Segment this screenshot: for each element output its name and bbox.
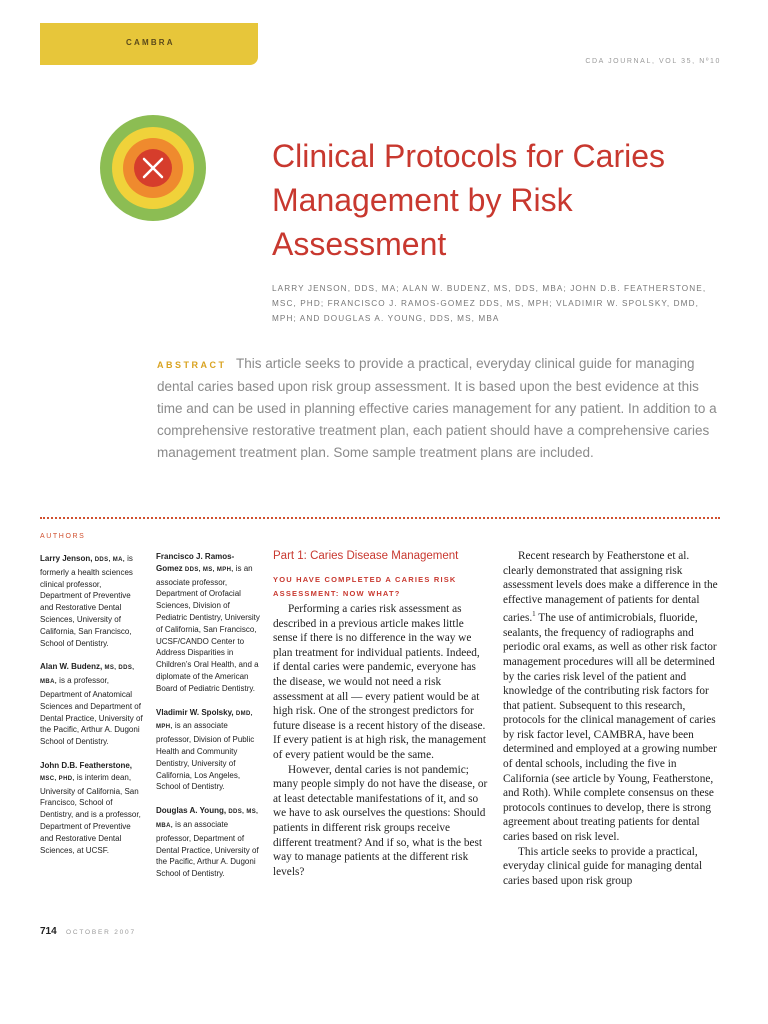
body-column-2: [503, 549, 718, 888]
section-tab: [40, 23, 258, 65]
author-bio: [40, 553, 144, 649]
bio-text: is formerly a health sciences clinical professor, Department of Preventive and Restorative Dental Sciences, University of California, San Francisco, School of Dentistry.: [40, 554, 133, 648]
bio-text: is a professor, Department of Anatomical Sciences and Department of Dental Practice, University of the Pacific, Arthur A. Dugoni School of Dentistry.: [40, 676, 143, 747]
bio-name: John D.B. Featherstone,: [40, 760, 133, 770]
bio-text: is an associate professor, Department of Orofacial Sciences, Division of Pediatric Dentistry, University of California, San Francisco, UCSF/CANDO Center to Address Disparities in Children’s Oral Health, and a diplomate of the American Board of Pediatric Dentistry.: [156, 563, 260, 693]
section-title: Part 1: Caries Disease Management: [273, 550, 459, 562]
bio-credentials: DDS, MS, MBA,: [156, 809, 259, 829]
bio-name: Larry Jenson,: [40, 554, 93, 563]
bio-credentials: DDS, MA,: [94, 557, 125, 563]
author-bio: [156, 707, 260, 794]
body-text: Recent research by Featherstone et al. clearly demonstrated that assigning risk assessment levels does make a difference in the effective management of patients for dental caries.: [503, 550, 718, 625]
author-bios-column-2: [156, 551, 260, 892]
article-authors: LARRY JENSON, DDS, MA; ALAN W. BUDENZ, MS, DDS, MBA; JOHN D.B. FEATHERSTONE, MSC, PHD; FRANCISCO J. RAMOS-GOMEZ DDS, MS, MPH; VLADIMIR W. SPOLSKY, DMD, MPH; AND DOUGLAS A. YOUNG, DDS, MS, MBA: [272, 284, 707, 323]
bio-text: is an associate professor, Department of Dental Practice, University of the Pacific, Arthur A. Dugoni School of Dentistry.: [156, 819, 259, 879]
authors-heading: AUTHORS: [40, 533, 86, 540]
journal-citation: CDA JOURNAL, VOL 35, Nº10: [585, 58, 721, 65]
bio-text: is an associate professor, Division of Public Health and Community Dentistry, University of California, Los Angeles, School of Dentistry.: [156, 721, 255, 792]
author-bio: [40, 760, 144, 856]
reference-number: 1: [532, 610, 536, 619]
page-number: 714: [40, 926, 57, 937]
abstract-label: ABSTRACT: [157, 360, 227, 370]
issue-date: OCTOBER 2007: [66, 929, 136, 936]
bio-credentials: DMD, MPH,: [156, 710, 253, 731]
body-paragraph: Performing a caries risk assessment as described in a previous article makes little sense if there is no difference in the way we plan treatment for individual patients. Indeed, if dental caries were pandemic, everyone has the disease, we would not need a risk assessment at all — every patient would be at high risk. One of the strongest predictors for future disease is a recent history of the disease. If every patient is at high risk, the management of every patient would be the same.: [273, 603, 487, 761]
body-paragraph: This article seeks to provide a practical, everyday clinical guide for managing dental caries based upon risk group: [503, 845, 703, 887]
bio-text: is interim dean, University of California, San Francisco, School of Dentistry, and is a professor, Department of Preventive and Restorative Dental Sciences, at UCSF.: [40, 772, 141, 855]
bio-name: Alan W. Budenz,: [40, 662, 103, 672]
author-bio: [156, 551, 260, 695]
subheading: YOU HAVE COMPLETED A CARIES RISK ASSESSMENT: NOW WHAT?: [273, 575, 457, 598]
body-paragraph: [503, 549, 718, 845]
body-text: The use of antimicrobials, fluoride, sealants, the frequency of radiographs and periodic oral exams, as well as other risk factor management procedures will all be determined by the caries risk level of the patient and knowledge of the contributing risk factors for that patient. Subsequent to this research, protocols for the clinical management of caries by risk factor level, CAMBRA, have been determined and employed at a growing number of dental schools, including the five in California (see article by Young, Featherstone, and Roth). While complete consensus on these protocols continues to develop, there is strong agreement about treating patients for dental caries based on risk level.: [503, 612, 717, 844]
bio-credentials: MS, DDS, MBA,: [40, 665, 135, 686]
author-bio: [156, 805, 260, 880]
section-tab-label: CAMBRA: [126, 38, 175, 47]
bio-credentials: MSC, PHD,: [40, 775, 75, 782]
dotted-divider: [40, 517, 720, 519]
bio-name: Douglas A. Young,: [156, 806, 227, 816]
author-bios-column-1: [40, 553, 144, 868]
bio-name: Francisco J. Ramos-Gomez: [156, 552, 235, 573]
body-paragraph: However, dental caries is not pandemic; many people simply do not have the disease, or at least detectable manifestations of it, and so we have to ask ourselves the questions: Should patients in different risk groups receive different treatment? And if so, what is the best way to manage patients at the different risk levels?: [273, 763, 488, 878]
bio-name: Vladimir W. Spolsky,: [156, 707, 234, 717]
risk-target-icon: [98, 113, 208, 223]
abstract: [157, 353, 717, 464]
abstract-text: This article seeks to provide a practical, everyday clinical guide for managing dental caries based upon risk group assessment. It is based upon the best evidence at this time and can be used in planning effective caries management for any patient. In addition to a comprehensive restorative treatment plan, each patient should have a comprehensive caries management treatment plan. Some sample treatment plans are included.: [157, 356, 717, 460]
bio-credentials: DDS, MS, MPH,: [184, 566, 234, 573]
author-bio: [40, 661, 144, 748]
article-title: Clinical Protocols for Caries Management by Risk Assessment: [272, 138, 666, 262]
body-column-1: [273, 549, 488, 879]
